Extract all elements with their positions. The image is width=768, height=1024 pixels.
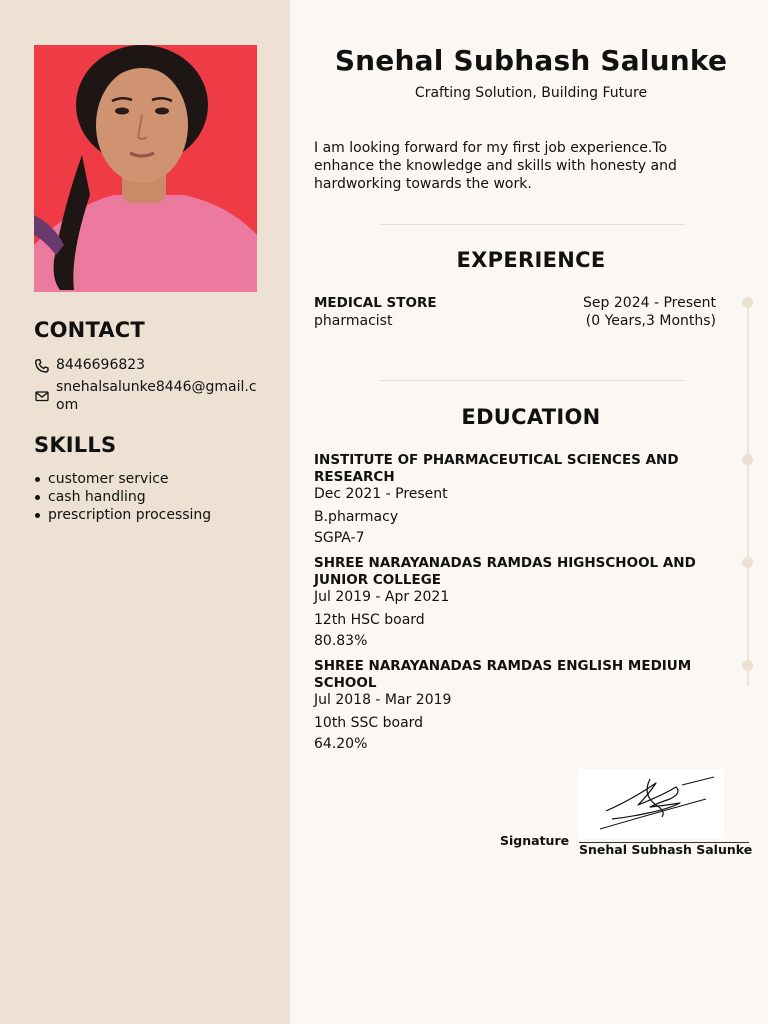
contact-email[interactable]: snehalsalunke8446@gmail.com <box>56 379 257 413</box>
skill-item: cash handling <box>48 488 211 506</box>
signature-image <box>578 769 724 839</box>
contact-heading: CONTACT <box>34 318 145 342</box>
experience-duration: (0 Years,3 Months) <box>585 313 716 329</box>
skill-item: prescription processing <box>48 507 212 523</box>
profile-summary: I am looking forward for my first job experience.To enhance the knowledge and skills with honesty and hardworking towards the work. <box>314 140 677 192</box>
skills-heading: SKILLS <box>34 433 117 457</box>
candidate-name: Snehal Subhash Salunke <box>334 44 728 77</box>
signature-scribble <box>578 769 724 839</box>
timeline-dot <box>742 557 753 568</box>
section-divider <box>380 224 685 225</box>
envelope-icon <box>34 388 50 404</box>
education-score: 80.83% <box>314 633 368 649</box>
skill-item: customer service <box>48 470 211 488</box>
timeline-dot <box>742 297 753 308</box>
education-score: SGPA-7 <box>314 530 365 546</box>
experience-organization: MEDICAL STORE <box>314 295 437 311</box>
experience-role: pharmacist <box>314 313 393 329</box>
profile-photo <box>34 45 257 292</box>
experience-heading: EXPERIENCE <box>456 248 606 272</box>
contact-email-row <box>34 378 261 414</box>
contact-phone-row <box>34 357 145 374</box>
education-institution: SHREE NARAYANADAS RAMDAS HIGHSCHOOL AND JUNIOR COLLEGE <box>314 555 696 588</box>
education-entry <box>314 452 714 549</box>
education-degree: B.pharmacy <box>314 509 399 525</box>
phone-icon <box>34 358 50 374</box>
education-heading: EDUCATION <box>461 405 601 429</box>
education-institution: SHREE NARAYANADAS RAMDAS ENGLISH MEDIUM SCHOOL <box>314 658 692 691</box>
education-entry <box>314 555 714 652</box>
section-divider <box>380 380 685 381</box>
education-dates: Jul 2019 - Apr 2021 <box>314 589 450 605</box>
education-score: 64.20% <box>314 736 368 752</box>
candidate-tagline: Crafting Solution, Building Future <box>414 85 648 101</box>
education-degree: 10th SSC board <box>314 715 424 731</box>
contact-phone[interactable]: 8446696823 <box>56 357 146 373</box>
timeline-line <box>747 300 749 686</box>
education-entry <box>314 658 714 755</box>
education-degree: 12th HSC board <box>314 612 425 628</box>
education-institution: INSTITUTE OF PHARMACEUTICAL SCIENCES AND RESEARCH <box>314 452 679 485</box>
timeline-dot <box>742 454 753 465</box>
skills-list <box>48 470 211 524</box>
experience-dates: Sep 2024 - Present <box>583 295 716 311</box>
education-dates: Dec 2021 - Present <box>314 486 448 502</box>
education-dates: Jul 2018 - Mar 2019 <box>314 692 452 708</box>
signature-label: Signature <box>500 833 570 848</box>
main-content <box>290 0 768 1024</box>
profile-photo-illustration <box>34 45 257 292</box>
sidebar <box>0 0 290 1024</box>
signature-name: Snehal Subhash Salunke <box>579 842 753 857</box>
timeline-dot <box>742 660 753 671</box>
